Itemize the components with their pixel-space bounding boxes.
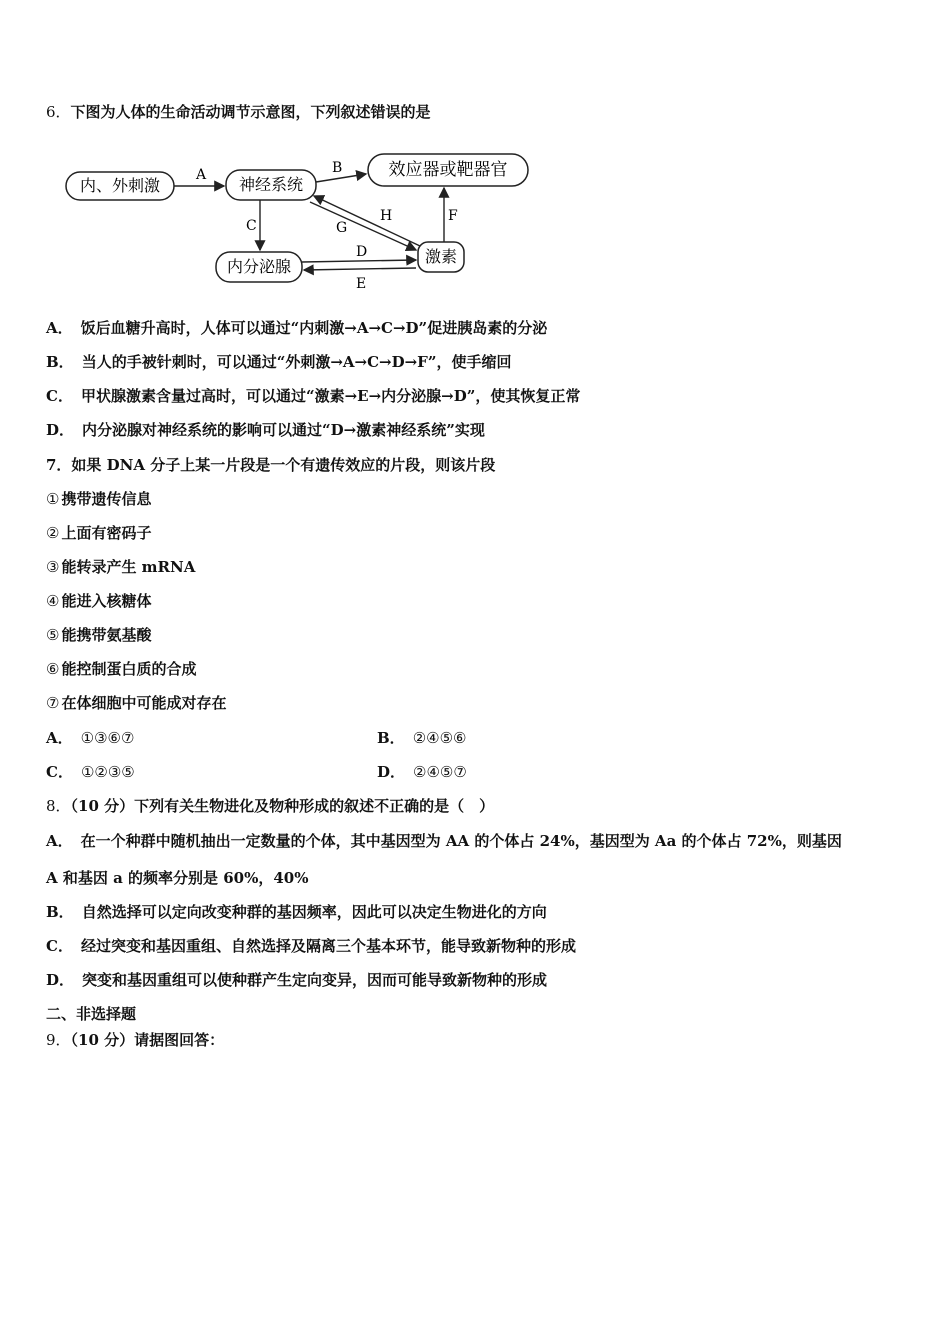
option-label: C． xyxy=(46,763,73,781)
option-label: C． xyxy=(46,937,73,955)
edge-e xyxy=(304,268,416,270)
node-nervous-label: 神经系统 xyxy=(238,175,304,194)
section-title: 二、非选择题 xyxy=(46,1005,137,1023)
option-label: B． xyxy=(46,353,74,371)
q7-item xyxy=(46,693,226,713)
q8-option-d[interactable] xyxy=(46,970,547,990)
option-text: ①③⑥⑦ xyxy=(80,729,135,747)
question-text: （10 分）请据图回答： xyxy=(70,1031,225,1049)
q7-item xyxy=(46,489,151,509)
item-mark: ⑥ xyxy=(46,660,60,678)
option-label: A． xyxy=(46,319,73,337)
option-label: D． xyxy=(46,421,75,439)
option-text: ①②③⑤ xyxy=(80,763,135,781)
edge-g-label: G xyxy=(336,220,348,236)
node-stimulus-label: 内、外刺激 xyxy=(79,176,161,195)
edge-c-label: C xyxy=(246,218,257,234)
option-text: 当人的手被针刺时，可以通过“外刺激→A→C→D→F”，使手缩回 xyxy=(81,353,512,371)
q6-option-b[interactable] xyxy=(46,352,511,372)
question-6-stem xyxy=(46,102,431,122)
q7-option-a[interactable] xyxy=(46,728,134,748)
q8-option-c[interactable] xyxy=(46,936,576,956)
q6-option-a[interactable] xyxy=(46,318,547,338)
question-number: 6． xyxy=(46,103,71,121)
item-mark: ② xyxy=(46,524,60,542)
q7-item xyxy=(46,591,151,611)
option-text: 内分泌腺对神经系统的影响可以通过“D→激素神经系统”实现 xyxy=(82,421,485,439)
q7-option-b[interactable] xyxy=(377,728,466,748)
question-8-stem xyxy=(46,796,494,816)
q7-item xyxy=(46,625,151,645)
q7-item xyxy=(46,557,195,577)
regulation-diagram xyxy=(60,148,540,298)
q6-option-d[interactable] xyxy=(46,420,485,440)
item-mark: ① xyxy=(46,490,60,508)
question-7-stem: 7．如果 DNA 分子上某一片段是一个有遗传效应的片段，则该片段 xyxy=(46,456,496,474)
q8-option-a[interactable] xyxy=(46,831,842,851)
item-mark: ⑦ xyxy=(46,694,60,712)
question-text: （10 分）下列有关生物进化及物种形成的叙述不正确的是（ ） xyxy=(70,797,495,815)
question-number: 8． xyxy=(46,797,71,815)
item-text: 上面有密码子 xyxy=(61,524,152,542)
edge-e-label: E xyxy=(356,276,367,292)
q7-option-c[interactable] xyxy=(46,762,135,782)
option-text: 经过突变和基因重组、自然选择及隔离三个基本环节，能导致新物种的形成 xyxy=(80,937,576,955)
option-text: 饭后血糖升高时，人体可以通过“内刺激→A→C→D”促进胰岛素的分泌 xyxy=(80,319,548,337)
option-text: 自然选择可以定向改变种群的基因频率，因此可以决定生物进化的方向 xyxy=(81,903,547,921)
q7-item xyxy=(46,659,196,679)
item-text: 携带遗传信息 xyxy=(61,490,152,508)
option-label: A． xyxy=(46,729,73,747)
node-effector-label: 效应器或靶器官 xyxy=(388,160,508,180)
q8-option-a-continued: A 和基因 a 的频率分别是 60%，40% xyxy=(46,869,309,887)
question-text: 下图为人体的生命活动调节示意图，下列叙述错误的是 xyxy=(70,103,431,121)
option-label: B． xyxy=(377,729,405,747)
option-text: ②④⑤⑥ xyxy=(412,729,467,747)
node-nervous-system xyxy=(226,170,316,200)
edge-h-label: H xyxy=(380,208,393,224)
q8-option-b[interactable] xyxy=(46,902,547,922)
edge-a-label: A xyxy=(196,167,207,183)
q7-option-d[interactable] xyxy=(377,762,467,782)
edge-g xyxy=(314,196,420,246)
q7-item xyxy=(46,523,151,543)
edge-b-label: B xyxy=(332,160,343,176)
node-hormone xyxy=(418,242,464,272)
item-mark: ③ xyxy=(46,558,60,576)
item-text: 在体细胞中可能成对存在 xyxy=(61,694,227,712)
option-text: 甲状腺激素含量过高时，可以通过“激素→E→内分泌腺→D”，使其恢复正常 xyxy=(80,387,581,405)
question-number: 9． xyxy=(46,1031,71,1049)
node-gland-label: 内分泌腺 xyxy=(226,257,292,276)
edge-h xyxy=(310,202,416,250)
item-text: 能转录产生 mRNA xyxy=(61,558,196,576)
edge-d-label: D xyxy=(356,244,368,260)
item-text: 能控制蛋白质的合成 xyxy=(61,660,197,678)
option-label: C． xyxy=(46,387,73,405)
option-label: B． xyxy=(46,903,74,921)
option-text: ②④⑤⑦ xyxy=(413,763,467,781)
node-hormone-label: 激素 xyxy=(424,247,458,266)
node-effector xyxy=(368,154,528,186)
option-label: D． xyxy=(46,971,75,989)
node-endocrine-gland xyxy=(216,252,302,282)
option-text: 在一个种群中随机抽出一定数量的个体，其中基因型为 AA 的个体占 24%，基因型为 Aa 的个体占 72%，则基因 xyxy=(80,832,842,850)
question-9-stem xyxy=(46,1030,224,1050)
edge-f-label: F xyxy=(448,208,458,224)
item-text: 能进入核糖体 xyxy=(61,592,152,610)
item-text: 能携带氨基酸 xyxy=(61,626,152,644)
option-label: D． xyxy=(377,763,406,781)
option-text: 突变和基因重组可以使种群产生定向变异，因而可能导致新物种的形成 xyxy=(82,971,548,989)
edge-d xyxy=(302,260,416,262)
option-label: A． xyxy=(46,832,73,850)
node-stimulus xyxy=(66,172,174,200)
item-mark: ⑤ xyxy=(46,626,60,644)
item-mark: ④ xyxy=(46,592,60,610)
q6-option-c[interactable] xyxy=(46,386,580,406)
